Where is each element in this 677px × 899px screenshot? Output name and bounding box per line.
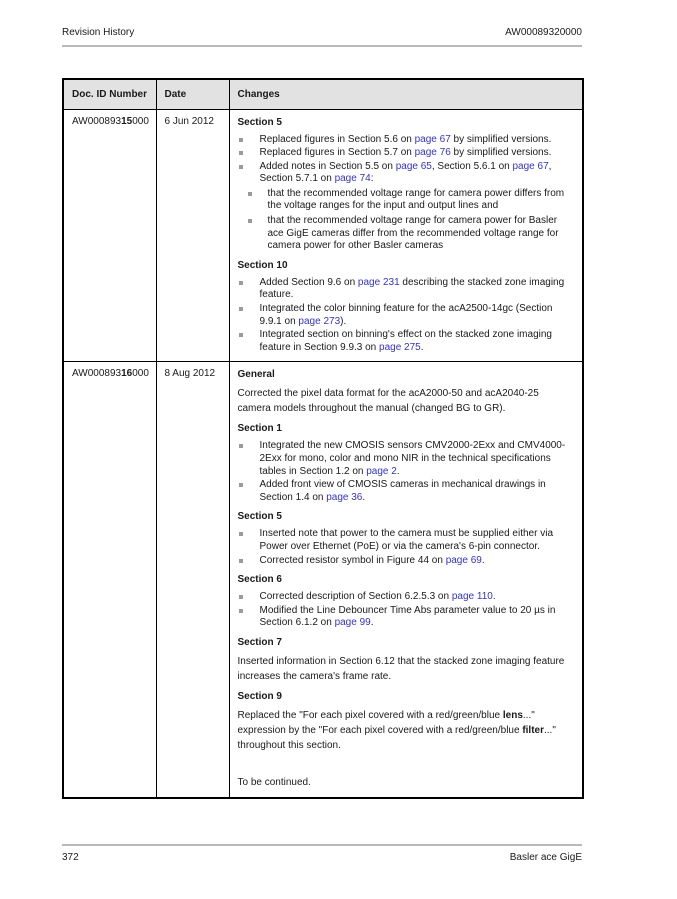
revision-rows <box>63 109 583 798</box>
bullet-item <box>238 555 573 568</box>
text-run: Integrated the new CMOSIS sensors CMV2000-2Exx and CMV4000-2Exx for mono, color and mono NIR in the technical specifications tables in Section 1.2 on <box>259 440 566 477</box>
text-run: Replaced figures in Section 5.6 on <box>259 133 415 145</box>
paragraph <box>238 708 573 753</box>
bullet-icon <box>239 483 243 487</box>
text-run: describing the stacked zone imaging feature. <box>259 276 565 301</box>
header-section-title: Revision History <box>62 27 135 38</box>
bullet-icon <box>239 444 243 448</box>
bullet-text <box>260 147 552 158</box>
section-heading <box>238 637 573 649</box>
bullet-text <box>260 591 496 602</box>
column-header-changes: Changes <box>229 79 583 109</box>
section-heading <box>238 691 573 703</box>
text-run: Added front view of CMOSIS cameras in mechanical drawings in Section 1.4 on <box>259 479 546 503</box>
bullet-item <box>238 134 573 147</box>
page-link[interactable]: page 69 <box>445 554 482 566</box>
column-header-doc-id: Doc. ID Number <box>63 79 156 109</box>
bullet-text <box>260 303 553 327</box>
text-run: ..." throughout this section. <box>237 724 556 751</box>
revision-row <box>63 109 583 362</box>
doc-id-cell <box>63 109 156 362</box>
page-footer <box>62 852 582 863</box>
bullet-item <box>238 329 573 354</box>
text-run: Section 1 <box>237 423 282 435</box>
paragraph <box>238 775 573 790</box>
bullet-item <box>238 605 573 630</box>
sub-bullet-item <box>238 215 573 253</box>
footer-rule <box>62 844 582 846</box>
text-run: Section 10 <box>237 259 288 271</box>
text-run: To be continued. <box>237 776 311 788</box>
bullet-item <box>238 147 573 160</box>
text-run: that the recommended voltage range for camera power differs from the voltage ranges for the input and output lines and <box>267 187 565 212</box>
page-link[interactable]: page 231 <box>357 276 400 288</box>
text-run: . <box>396 465 400 477</box>
bullet-item <box>238 591 573 604</box>
text-run: ..." expression by the "For each pixel covered with a red/green/blue <box>237 709 535 736</box>
text-run: Corrected description of Section 6.2.5.3 on <box>259 591 452 603</box>
text-run: that the recommended voltage range for camera power for Basler ace GigE cameras differ from the recommended voltage range for camera power for other Basler cameras <box>267 215 559 252</box>
bullet-text <box>268 215 559 251</box>
text-run: , Section 5.6.1 on <box>431 160 513 172</box>
revision-row <box>63 362 583 798</box>
text-run: 16 <box>121 368 133 380</box>
section-heading <box>238 574 573 586</box>
text-run: Corrected resistor symbol in Figure 44 on <box>259 554 446 566</box>
text-run: AW000893 <box>72 115 122 127</box>
text-run: Section 6 <box>237 574 282 586</box>
text-run: Integrated section on binning's effect on the stacked zone imaging feature in Section 9.9.3 on <box>259 329 552 353</box>
section-heading <box>238 260 573 272</box>
text-run: Inserted note that power to the camera must be supplied either via Power over Ethernet (PoE) or via the camera's 6-pin connector. <box>259 528 554 552</box>
text-run: . <box>420 341 424 353</box>
text-run: ). <box>340 315 347 327</box>
bullet-icon <box>239 559 243 563</box>
column-header-date: Date <box>156 79 229 109</box>
text-run: . <box>492 591 496 603</box>
table-header-row <box>63 79 583 109</box>
bullet-text <box>260 528 554 552</box>
text-run: , Section 5.7.1 on <box>259 160 552 185</box>
changes-cell <box>229 362 583 798</box>
revision-history-table <box>62 78 584 799</box>
bullet-icon <box>239 138 243 142</box>
paragraph <box>238 654 573 684</box>
date-cell: 6 Jun 2012 <box>156 109 229 362</box>
footer-product-name: Basler ace GigE <box>509 852 582 863</box>
text-run: . <box>481 554 485 566</box>
text-run: Replaced the "For each pixel covered with a red/green/blue <box>237 709 503 721</box>
text-run: Added Section 9.6 on <box>259 276 358 288</box>
text-run: General <box>237 369 275 381</box>
bullet-text <box>260 555 485 566</box>
page-link[interactable]: page 273 <box>298 315 341 327</box>
text-run: Section 7 <box>237 636 282 648</box>
text-run: Section 5 <box>237 116 282 128</box>
text-run: by simplified versions. <box>450 147 552 159</box>
bullet-item <box>238 161 573 186</box>
bullet-icon <box>239 595 243 599</box>
doc-id-cell <box>63 362 156 798</box>
bullet-text <box>260 479 546 503</box>
date-cell: 8 Aug 2012 <box>156 362 229 798</box>
text-run: Corrected the pixel data format for the acA2000-50 and acA2040-25 camera models throughout the manual (changed BG to GR). <box>237 388 539 415</box>
text-run: Integrated the color binning feature for the acA2500-14gc (Section 9.9.1 on <box>259 303 553 327</box>
page-link[interactable]: page 74 <box>334 173 371 185</box>
bullet-text <box>260 161 552 185</box>
page-header <box>62 27 582 38</box>
text-run: Section 9 <box>237 690 282 702</box>
bullet-icon <box>239 333 243 337</box>
bullet-item <box>238 528 573 553</box>
changes-cell <box>229 109 583 362</box>
text-run: lens <box>502 709 523 721</box>
bullet-icon <box>248 192 252 196</box>
section-heading <box>238 369 573 381</box>
section-heading <box>238 117 573 129</box>
header-rule <box>62 45 582 47</box>
page-link[interactable]: page 67 <box>414 133 451 145</box>
bullet-item <box>238 303 573 328</box>
page-link[interactable]: page 67 <box>512 160 549 172</box>
text-run: Replaced figures in Section 5.7 on <box>259 147 415 159</box>
header-doc-number: AW00089320000 <box>505 27 582 38</box>
page-link[interactable]: page 36 <box>326 491 363 503</box>
bullet-text <box>260 134 552 145</box>
bullet-item <box>238 440 573 478</box>
bullet-text <box>260 277 565 301</box>
bullet-text <box>260 440 566 476</box>
text-run: . <box>362 491 366 503</box>
bullet-text <box>260 329 552 353</box>
spacer <box>238 754 573 775</box>
page-link[interactable]: page 110 <box>451 591 493 603</box>
page-link[interactable]: page 99 <box>334 617 371 629</box>
paragraph <box>238 386 573 416</box>
page-link[interactable]: page 2 <box>366 465 397 477</box>
text-run: by simplified versions. <box>450 133 552 145</box>
footer-page-number: 372 <box>62 852 79 863</box>
page-link[interactable]: page 65 <box>395 160 432 172</box>
bullet-item <box>238 479 573 504</box>
page-link[interactable]: page 275 <box>379 341 421 353</box>
text-run: 000 <box>132 368 149 380</box>
text-run: AW000893 <box>72 368 122 380</box>
bullet-icon <box>239 281 243 285</box>
sub-bullet-item <box>238 188 573 213</box>
bullet-icon <box>239 165 243 169</box>
bullet-icon <box>248 219 252 223</box>
text-run: Added notes in Section 5.5 on <box>259 160 396 172</box>
section-heading <box>238 423 573 435</box>
text-run: 15 <box>121 115 133 127</box>
page-link[interactable]: page 76 <box>414 147 451 159</box>
bullet-text <box>268 188 565 212</box>
bullet-icon <box>239 307 243 311</box>
text-run: Inserted information in Section 6.12 that the stacked zone imaging feature increases the camera's frame rate. <box>237 655 565 682</box>
text-run: Modified the Line Debouncer Time Abs parameter value to 20 µs in Section 6.1.2 on <box>259 604 556 629</box>
bullet-text <box>260 605 556 629</box>
text-run: filter <box>522 724 544 736</box>
text-run: : <box>370 173 374 185</box>
section-heading <box>238 511 573 523</box>
bullet-item <box>238 277 573 302</box>
text-run: . <box>370 617 374 629</box>
text-run: 000 <box>132 115 149 127</box>
text-run: Section 5 <box>237 511 282 523</box>
bullet-icon <box>239 151 243 155</box>
bullet-icon <box>239 609 243 613</box>
bullet-icon <box>239 532 243 536</box>
